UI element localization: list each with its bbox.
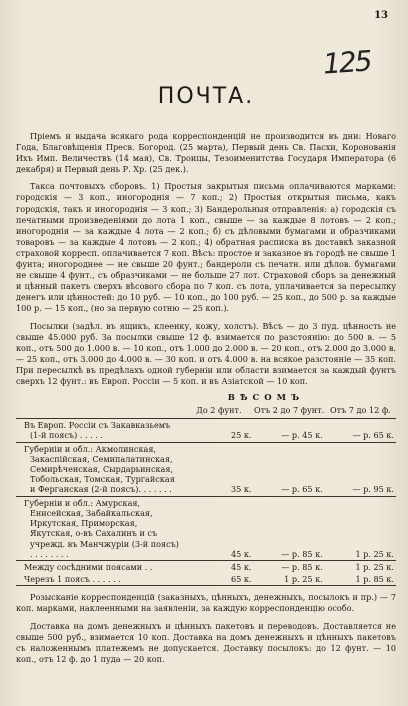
paragraph-parcels: Посылки (задѣл. въ ящикъ, клеенку, кожу, холстъ). Вѣсъ — до 3 пуд. цѣнность не свыше 45.000 руб. За посылки свыше 12 ф. взимается по разстоянію: до 500 в. — 5 коп., отъ 500 до 1.000 в. — 10 коп., отъ 1.000 до 2.000 в. — 20 коп., отъ 2.000 до 3.000 в. — 25 коп., отъ 3.000 до 4.000 в. — 30 коп. и отъ 4.000 в. на всякое разстояніе — 35 коп. При пересылкѣ въ предѣлахъ одной губерніи или области взимается за каждый фунтъ сверхъ 12 фунт.: въ Европ. Россіи — 5 коп. и въ Азіатской — 10 коп. — [16, 320, 396, 386]
table-cell-value: 1 р. 25 к. — [325, 560, 396, 573]
page-number: 13 — [374, 10, 388, 21]
paragraph-search: Розысканіе корреспонденцій (заказныхъ, цѣнныхъ, денежныхъ, посылокъ и пр.) — 7 коп. марками, наклеенными на заявленіи, за каждую корреспонденцію особо. — [16, 592, 396, 614]
table-cell-region: Въ Европ. Россіи съ Закавказьемъ (1-й поясъ) . . . . . — [24, 420, 171, 441]
table-row — [16, 442, 396, 496]
table-cell-region: Черезъ 1 поясъ . . . . . . — [16, 573, 184, 586]
table-cell-value: 1 р. 25 к. — [325, 496, 396, 560]
table-cell-value: 45 к. — [184, 496, 253, 560]
table-row — [16, 573, 396, 586]
table-cell-value: 35 к. — [184, 442, 253, 496]
table-cell-region: Губерніи и обл.: Амурская, Енисейская, Забайкальская, Иркутская, Приморская, Якутская, о-въ Сахалинъ и съ учрежд. въ Манчжуріи (3-й поясъ) . . . . . . . . — [16, 496, 184, 560]
page-title: ПОЧТА. — [157, 84, 255, 109]
table-cell-region: Между сосѣдними поясами . . — [16, 560, 184, 573]
table-header-region — [16, 405, 184, 419]
weight-rate-table — [16, 405, 396, 586]
table-cell-region: Губерніи и обл.: Акмолинская, Закаспійская, Семипалатинская, Семирѣченская, Сырдарьинская, Тобольская, Томская, Тургайская и Ферганская (2-й поясъ). . . . . . . — [16, 442, 184, 496]
table-row — [16, 560, 396, 573]
table-cell-value: 1 р. 25 к. — [253, 573, 324, 586]
table-cell-value: — р. 95 к. — [325, 442, 396, 496]
table-cell-value: 1 р. 85 к. — [325, 573, 396, 586]
weight-table-header: ВѢСОМЪ — [227, 393, 305, 404]
table-cell-value: 65 к. — [184, 573, 253, 586]
table-cell-value: — р. 65 к. — [253, 442, 324, 496]
table-cell-value: — р. 85 к. — [253, 560, 324, 573]
paragraph-delivery: Доставка на домъ денежныхъ и цѣнныхъ пакетовъ и переводовъ. Доставляется не свыше 500 руб., взимается 10 коп. Доставка на домъ денежныхъ и цѣнныхъ пакетовъ съ наложеннымъ платежемъ не допускается. Доставку посылокъ: до 12 фунт. — 10 коп., отъ 12 ф. до 1 пуда — 20 коп. — [16, 620, 396, 664]
table-row — [16, 419, 396, 442]
table-cell-value: — р. 45 к. — [281, 430, 323, 441]
table-header-col3: Отъ 7 до 12 ф. — [325, 405, 396, 419]
table-cell-value: — р. 85 к. — [253, 496, 324, 560]
table-cell-value: 25 к. — [230, 430, 252, 441]
paragraph-postal-rates: Такса почтовыхъ сборовъ. 1) Простыя закрытыя письма оплачиваются марками: городскія — 3 коп., иногороднія — 7 коп.; 2) Простыя открытыя письма, какъ городскія, такъ и иногороднія — 3 коп.; 3) Бандерольныя отправленія: а) городскія съ печатными произведеніями до лота 1 коп., свыше — за каждые 8 лотовъ — 2 коп.; иногороднія — за каждые 4 лота — 2 коп.; б) съ дѣловыми бумагами и образчиками товаровъ — за каждые 4 лотовъ — 2 коп.; 4) обратная расписка въ доставкѣ заказной страховой корресп. оплачивается 7 коп. Вѣсъ: простое и заказное въ городѣ не свыше 1 фунта; иногороднее — не свыше 20 фунт.; бандероли съ печатн. или дѣлов. бумагами не свыше 4 фунт., съ образчиками — не больше 27 лот. Страховой сборъ за денежный и цѣнный пакетъ сверхъ вѣсового сбора по 7 коп. съ лота, уплачивается за пересылку денегъ или цѣнностей: до 10 руб. — 10 коп., до 100 руб. — 25 коп., до 500 р. за каждые 100 р. — 15 коп., (но за первую сотню — 25 коп.). — [16, 181, 396, 314]
table-cell-value: — р. 65 к. — [352, 430, 394, 441]
table-header-row — [16, 405, 396, 419]
table-header-col1: До 2 фунт. — [184, 405, 253, 419]
table-header-col2: Отъ 2 до 7 фунт. — [253, 405, 324, 419]
table-row — [16, 496, 396, 560]
handwritten-annotation: 125 — [321, 44, 372, 81]
table-cell-value: 45 к. — [184, 560, 253, 573]
paragraph-holidays: Пріемъ и выдача всякаго рода корреспонденцій не производится въ дни: Новаго Года, Благовѣщенія Пресв. Богород. (25 марта), Первый день Св. Пасхи, Коронованія Ихъ Имп. Величествъ (14 мая), Св. Троицы, Тезоименитства Государя Императора (6 декабря) и Первый день Р. Хр. (25 дек.). — [16, 131, 396, 175]
